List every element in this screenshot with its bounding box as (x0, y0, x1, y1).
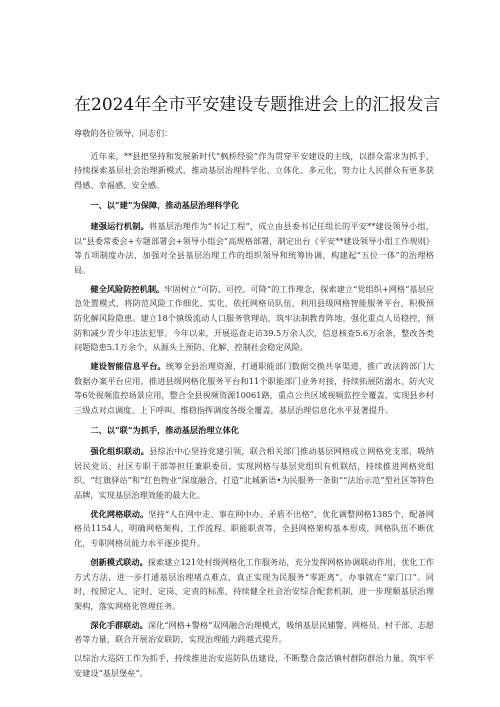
document-body (74, 126, 434, 685)
closing-paragraph: 以综治大巡防工作为抓手，持续推进治安巡防队伍建设，不断整合盘活镇村群防群治力量，筑牢平安建设“基层堡垒”。 (74, 653, 434, 678)
intro-paragraph: 近年来，**县把坚持和发展新时代“枫桥经验”作为贯穿平安建设的主线，以群众需求为抓手，持续探索基层社会治理新模式，推动基层治理科学化、立体化、多元化，努力让人民群众有更多获得感、幸福感、安全感。 (74, 150, 434, 190)
paragraph-lead: 创新模式联动。 (90, 557, 148, 567)
salutation: 尊敬的各位领导，同志们： (74, 128, 173, 138)
section2-paragraph-4 (74, 618, 434, 647)
section-heading-2: 二、以“联”为抓手，推动基层治理立体化 (90, 425, 239, 436)
section-heading-1: 一、以“建”为保障，推动基层治理科学化 (90, 200, 239, 211)
section2-paragraph-2 (74, 507, 434, 551)
paragraph-lead: 健全风险防控机制。 (90, 283, 165, 294)
section2-paragraph-1 (74, 444, 434, 502)
paragraph-text: 统筹全县治理资源，打通职能部门数据交换共享渠道，推广政法跨部门大数据办案平台应用，推进县级网格化服务平台和11个职能部门业务对接，持续拓展防溺水、防火灾等6处视频监控场景应用，整合全县视频资源10061路，重点公共区域视频监控全覆盖，实现县乡村三级点对点调度、上下呼叫、维稳指挥调度各级全覆盖，基层治理信息化水平显著提升。 (74, 361, 434, 415)
paragraph-lead: 深化手群联动。 (90, 619, 148, 630)
paragraph-text: 将基层治理作为“书记工程”，成立由县委书记任组长的平安**建设领导小组，以“县委常委会+专题部署会+领导小组会”高规格部署，制定出台《平安**建设领导小组工作规则》等五项制度办法，加强对全县基层治理工作的组织领导和统筹协调，构建起“五位一体”的治理格局。 (74, 220, 434, 275)
paragraph-lead: 建强运行机制。 (90, 220, 150, 231)
paragraph-lead: 强化组织联动。 (90, 446, 150, 457)
section1-paragraph-1 (74, 219, 434, 277)
paragraph-lead: 建设智能信息平台。 (90, 361, 166, 372)
paragraph-text: 探索建立121处村级网格化工作服务站，充分发挥网格协调联动作用，优化工作方式方法，进一步打通基层治理堵点难点，真正实现为民服务“零距离”，办事就在“家门口”。同时，按照定人、定时、定岗、定责的标准，持续健全社会治安综合配套机制，进一步理顺基层治理架构，落实网格化管理任务。 (74, 557, 434, 611)
paragraph-text: 县综治中心坚持党建引领，联合相关部门推动基层网格成立网格党支部，吸纳居民党员、社区专职干部等担任兼职委员，实现网格与基层党组织有机联结，持续推进网格党组织、“红旗驿站”和“红色物业”深度融合，打造“北城新语•为民服务一条街”“法治示范”型社区等特色品牌，实现基层治理效能的最大化。 (74, 446, 434, 500)
section1-paragraph-2 (74, 282, 434, 355)
section2-paragraph-3 (74, 555, 434, 613)
paragraph-text: 深化“网格+警格”双网融合治理模式，吸纳基层民辅警、网格员、村干部、志愿者等力量，联合开展治安联防，实现治理能力跨越式提升。 (74, 619, 434, 645)
paragraph-text: 坚持“人在网中走、事在网中办、矛盾不出格”，优化调整网格1385个，配备网格员1154人，明确网格架构、工作流程、职能职责等，全县网格架构基本形成，网格队伍不断优化，专职网格员能力水平逐步提升。 (74, 508, 434, 549)
paragraph-lead: 优化网格联动。 (90, 508, 149, 519)
section1-paragraph-3 (74, 359, 434, 417)
paragraph-text: 牢固树立“可防、可控、可降”的工作理念，探索建立“党组织+网格”基层应急处置模式，将防范风险工作细化、实化，依托网格员队伍，利用县级网格智能服务平台，积极预防化解风险隐患。建立18个镇级流动人口服务管理站，筑牢法制教育阵地，强化重点人员稳控，预防和减少青少年违法犯罪。今年以来，开展巡查走访39.5万余人次，信息核查5.6万余条，整改各类问题隐患5.1万余个，从源头上预防、化解、控制社会稳定风险。 (74, 283, 434, 353)
document-title: 在2024年全市平安建设专题推进会上的汇报发言 (74, 95, 441, 115)
